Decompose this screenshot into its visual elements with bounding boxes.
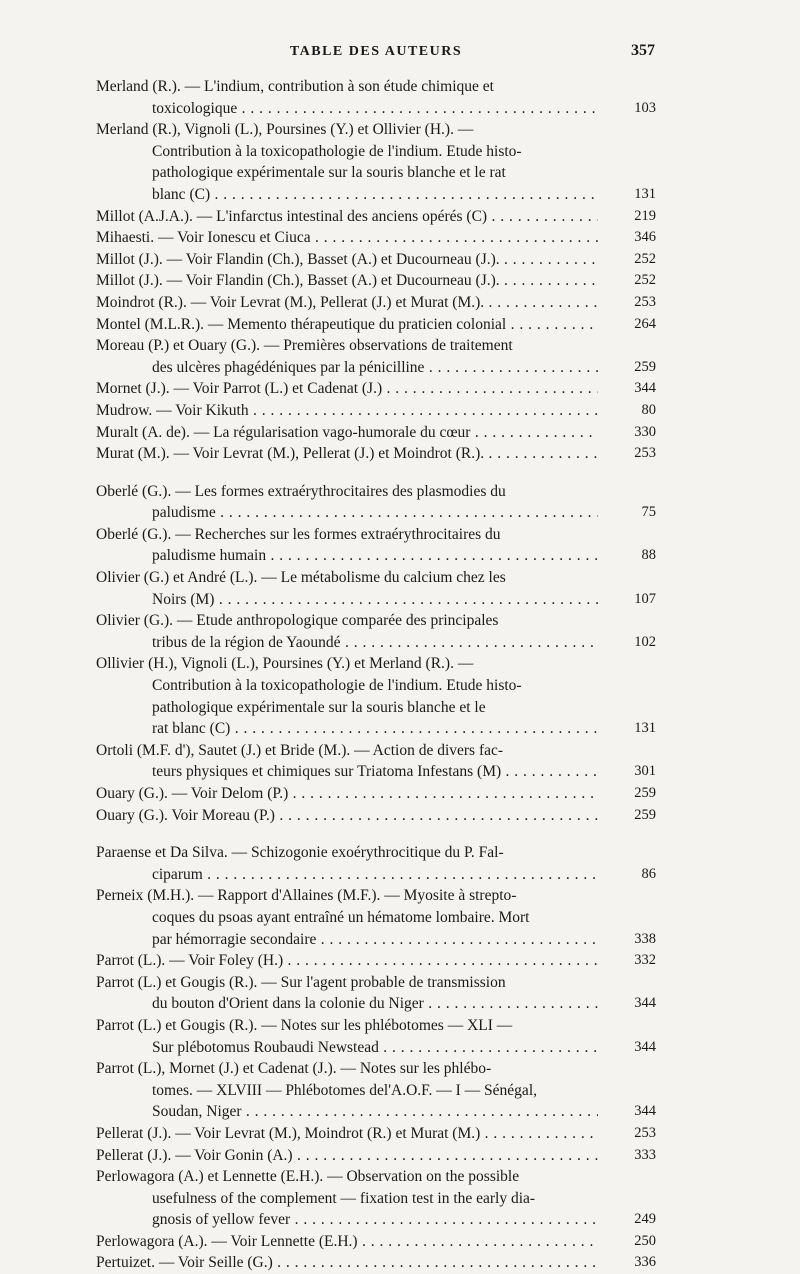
- entry-page-number: 259: [598, 805, 656, 827]
- entry-line: [96, 119, 656, 141]
- entry-page-number: 103: [598, 98, 656, 120]
- entry-page-number: 88: [598, 545, 656, 567]
- entry-line: [96, 567, 656, 589]
- entry-text: Millot (A.J.A.). — L'infarctus intestinal des anciens opérés (C) . . .: [96, 206, 598, 228]
- entry-text: Pertuizet. — Voir Seille (G.) . . .: [96, 1252, 598, 1274]
- entry-line: [96, 335, 656, 357]
- entry-text: Contribution à la toxicopathologie de l'indium. Etude histo-: [152, 677, 522, 695]
- entry-line: [96, 993, 656, 1015]
- index-entry: [96, 1145, 656, 1167]
- entry-text: Muralt (A. de). — La régularisation vago-humorale du cœur . . .: [96, 422, 598, 444]
- entry-line: [96, 443, 656, 465]
- entry-page-number: 253: [598, 292, 656, 314]
- entry-line: [96, 162, 656, 184]
- entry-text: usefulness of the complement — fixation test in the early dia-: [152, 1189, 536, 1207]
- entry-page-number: 259: [598, 357, 656, 379]
- entry-text: Pellerat (J.). — Voir Levrat (M.), Moindrot (R.) et Murat (M.) . . .: [96, 1123, 598, 1145]
- index-entry: [96, 1015, 656, 1058]
- entry-text: paludisme humain . . .: [152, 545, 598, 567]
- entry-line: [96, 1231, 656, 1253]
- entry-text: Ouary (G.). — Voir Delom (P.) . . .: [96, 783, 598, 805]
- entry-line: [96, 206, 656, 228]
- entry-line: [96, 502, 656, 524]
- entry-text: Parrot (L.) et Gougis (R.). — Notes sur les phlébotomes — XLI —: [96, 1016, 513, 1034]
- entry-page-number: 86: [598, 864, 656, 886]
- entry-line: [96, 141, 656, 163]
- index-entry: [96, 270, 656, 292]
- index-entry: [96, 400, 656, 422]
- entry-text: Olivier (G.). — Etude anthropologique comparée des principales: [96, 612, 499, 630]
- entry-line: [96, 718, 656, 740]
- entry-text: Millot (J.). — Voir Flandin (Ch.), Basset (A.) et Ducourneau (J.). . . .: [96, 249, 598, 271]
- index-entry: [96, 335, 656, 378]
- index-entry: [96, 119, 656, 205]
- entry-text: Mornet (J.). — Voir Parrot (L.) et Cadenat (J.) . . .: [96, 378, 598, 400]
- index-entry: [96, 249, 656, 271]
- entry-line: [96, 1015, 656, 1037]
- entry-page-number: 131: [598, 718, 656, 740]
- entry-text: gnosis of yellow fever . . .: [152, 1209, 598, 1231]
- entry-text: pathologique expérimentale sur la souris blanche et le rat: [152, 164, 506, 182]
- entry-page-number: 219: [598, 206, 656, 228]
- entry-page-number: 107: [598, 589, 656, 611]
- index-entry: [96, 206, 656, 228]
- entry-page-number: 253: [598, 1123, 656, 1145]
- entry-line: [96, 1188, 656, 1210]
- entry-line: [96, 1058, 656, 1080]
- entry-text: coques du psoas ayant entraîné un hématome lombaire. Mort: [152, 908, 530, 926]
- entry-text: teurs physiques et chimiques sur Triatoma Infestans (M) . . .: [152, 761, 598, 783]
- entry-text: Ortoli (M.F. d'), Sautet (J.) et Bride (M.). — Action de divers fac-: [96, 741, 504, 759]
- entry-text: Moindrot (R.). — Voir Levrat (M.), Pellerat (J.) et Murat (M.). . . .: [96, 292, 598, 314]
- entry-text: Moreau (P.) et Ouary (G.). — Premières observations de traitement: [96, 337, 513, 355]
- entry-page-number: 252: [598, 270, 656, 292]
- entry-line: [96, 524, 656, 546]
- entry-line: [96, 227, 656, 249]
- index-entry: [96, 443, 656, 465]
- entry-line: [96, 1080, 656, 1102]
- entry-text: Pellerat (J.). — Voir Gonin (A.) . . .: [96, 1145, 598, 1167]
- index-entry: [96, 972, 656, 1015]
- entry-page-number: 333: [598, 1145, 656, 1167]
- entry-line: [96, 1037, 656, 1059]
- entry-page-number: 250: [598, 1231, 656, 1253]
- entry-line: [96, 270, 656, 292]
- entry-line: [96, 1252, 656, 1274]
- index-entry: [96, 567, 656, 610]
- entry-line: [96, 1209, 656, 1231]
- author-index: [96, 76, 656, 1274]
- index-entry: [96, 1058, 656, 1123]
- entry-line: [96, 653, 656, 675]
- index-entry: [96, 524, 656, 567]
- entry-page-number: 338: [598, 929, 656, 951]
- entry-page-number: 344: [598, 1037, 656, 1059]
- index-entry: [96, 842, 656, 885]
- entry-text: Parrot (L.), Mornet (J.) et Cadenat (J.). — Notes sur les phlébo-: [96, 1060, 492, 1078]
- entry-line: [96, 98, 656, 120]
- entry-page-number: 102: [598, 632, 656, 654]
- index-entry: [96, 1252, 656, 1274]
- index-entry: [96, 610, 656, 653]
- entry-line: [96, 1123, 656, 1145]
- entry-text: Ollivier (H.), Vignoli (L.), Poursines (Y.) et Merland (R.). —: [96, 655, 474, 673]
- entry-line: [96, 885, 656, 907]
- entry-text: ciparum . . .: [152, 864, 598, 886]
- entry-line: [96, 357, 656, 379]
- index-entry: [96, 885, 656, 950]
- entry-page-number: 131: [598, 184, 656, 206]
- entry-line: [96, 740, 656, 762]
- index-entry: [96, 1166, 656, 1231]
- index-entry: [96, 783, 656, 805]
- entry-page-number: 264: [598, 314, 656, 336]
- entry-page-number: 80: [598, 400, 656, 422]
- entry-line: [96, 675, 656, 697]
- entry-line: [96, 632, 656, 654]
- entry-text: Perlowagora (A.). — Voir Lennette (E.H.) . . .: [96, 1231, 598, 1253]
- entry-line: [96, 249, 656, 271]
- entry-line: [96, 378, 656, 400]
- entry-line: [96, 783, 656, 805]
- entry-line: [96, 589, 656, 611]
- entry-text: Millot (J.). — Voir Flandin (Ch.), Basset (A.) et Ducourneau (J.). . . .: [96, 270, 598, 292]
- index-entry: [96, 805, 656, 827]
- index-entry: [96, 950, 656, 972]
- entry-text: Oberlé (G.). — Recherches sur les formes extraérythrocitaires du: [96, 525, 501, 543]
- entry-page-number: 301: [598, 761, 656, 783]
- entry-text: Olivier (G.) et André (L.). — Le métabolisme du calcium chez les: [96, 569, 506, 587]
- entry-line: [96, 610, 656, 632]
- entry-text: tribus de la région de Yaoundé . . .: [152, 632, 598, 654]
- entry-line: [96, 314, 656, 336]
- entry-line: [96, 761, 656, 783]
- index-entry: [96, 378, 656, 400]
- entry-page-number: 344: [598, 378, 656, 400]
- entry-text: Mudrow. — Voir Kikuth . . .: [96, 400, 598, 422]
- index-entry: [96, 76, 656, 119]
- entry-page-number: 344: [598, 993, 656, 1015]
- entry-page-number: 330: [598, 422, 656, 444]
- page-number: 357: [631, 42, 655, 59]
- index-entry: [96, 481, 656, 524]
- index-entry: [96, 1231, 656, 1253]
- entry-line: [96, 907, 656, 929]
- entry-text: paludisme . . .: [152, 502, 598, 524]
- entry-line: [96, 697, 656, 719]
- entry-line: [96, 1101, 656, 1123]
- entry-text: Soudan, Niger . . .: [152, 1101, 598, 1123]
- entry-line: [96, 545, 656, 567]
- entry-line: [96, 400, 656, 422]
- entry-text: Contribution à la toxicopathologie de l'indium. Etude histo-: [152, 142, 522, 160]
- running-head: TABLE DES AUTEURS: [289, 44, 463, 59]
- entry-text: Perlowagora (A.) et Lennette (E.H.). — Observation on the possible: [96, 1168, 520, 1186]
- entry-text: Ouary (G.). Voir Moreau (P.) . . .: [96, 805, 598, 827]
- entry-text: Parrot (L.) et Gougis (R.). — Sur l'agent probable de transmission: [96, 973, 506, 991]
- entry-text: Merland (R.), Vignoli (L.), Poursines (Y.) et Ollivier (H.). —: [96, 121, 474, 139]
- entry-text: par hémorragie secondaire . . .: [152, 929, 598, 951]
- entry-text: Parrot (L.). — Voir Foley (H.) . . .: [96, 950, 598, 972]
- entry-page-number: 253: [598, 443, 656, 465]
- entry-line: [96, 972, 656, 994]
- entry-page-number: 75: [598, 502, 656, 524]
- entry-line: [96, 184, 656, 206]
- entry-text: rat blanc (C) . . .: [152, 718, 598, 740]
- entry-text: Oberlé (G.). — Les formes extraérythrocitaires des plasmodies du: [96, 482, 506, 500]
- entry-text: Merland (R.). — L'indium, contribution à son étude chimique et: [96, 78, 494, 95]
- entry-text: Perneix (M.H.). — Rapport d'Allaines (M.F.). — Myosite à strepto-: [96, 887, 517, 905]
- index-entry: [96, 292, 656, 314]
- entry-text: blanc (C) . . .: [152, 184, 598, 206]
- index-entry: [96, 740, 656, 783]
- entry-page-number: 346: [598, 227, 656, 249]
- entry-text: des ulcères phagédéniques par la pénicilline . . .: [152, 357, 598, 379]
- entry-text: tomes. — XLVIII — Phlébotomes del'A.O.F. — I — Sénégal,: [152, 1081, 537, 1099]
- entry-line: [96, 1145, 656, 1167]
- entry-line: [96, 864, 656, 886]
- entry-line: [96, 842, 656, 864]
- entry-line: [96, 1166, 656, 1188]
- index-entry: [96, 227, 656, 249]
- entry-page-number: 249: [598, 1209, 656, 1231]
- index-entry: [96, 1123, 656, 1145]
- entry-line: [96, 76, 656, 98]
- index-entry: [96, 314, 656, 336]
- entry-line: [96, 292, 656, 314]
- entry-text: Mihaesti. — Voir Ionescu et Ciuca . . .: [96, 227, 598, 249]
- entry-text: Sur plébotomus Roubaudi Newstead . . .: [152, 1037, 598, 1059]
- entry-page-number: 344: [598, 1101, 656, 1123]
- entry-text: du bouton d'Orient dans la colonie du Niger . . .: [152, 993, 598, 1015]
- entry-line: [96, 929, 656, 951]
- entry-line: [96, 805, 656, 827]
- entry-text: Montel (M.L.R.). — Memento thérapeutique du praticien colonial . . .: [96, 314, 598, 336]
- entry-line: [96, 481, 656, 503]
- entry-page-number: 252: [598, 249, 656, 271]
- entry-page-number: 332: [598, 950, 656, 972]
- entry-text: Murat (M.). — Voir Levrat (M.), Pellerat (J.) et Moindrot (R.). . . .: [96, 443, 598, 465]
- entry-text: pathologique expérimentale sur la souris blanche et le: [152, 698, 486, 716]
- entry-line: [96, 950, 656, 972]
- entry-page-number: 259: [598, 783, 656, 805]
- entry-text: toxicologique . . .: [152, 98, 598, 120]
- entry-line: [96, 422, 656, 444]
- entry-text: Noirs (M) . . .: [152, 589, 598, 611]
- entry-text: Paraense et Da Silva. — Schizogonie exoérythrocitique du P. Fal-: [96, 844, 504, 862]
- entry-page-number: 336: [598, 1252, 656, 1274]
- index-entry: [96, 422, 656, 444]
- index-entry: [96, 653, 656, 739]
